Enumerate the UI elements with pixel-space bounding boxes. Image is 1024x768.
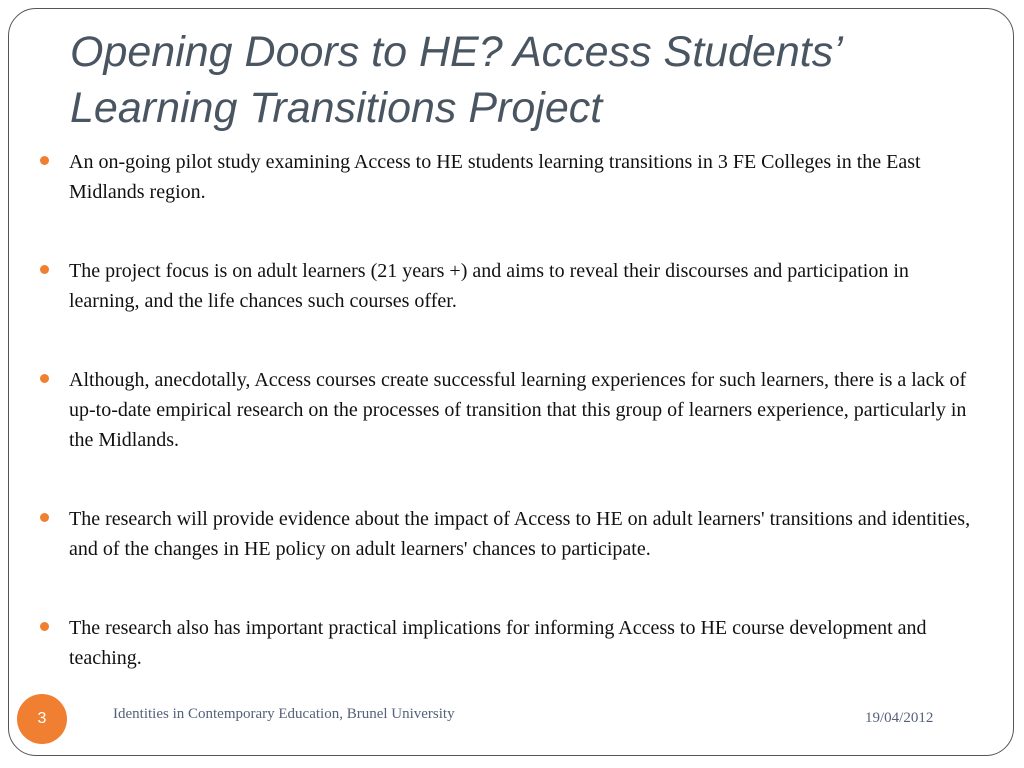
- bullet-text: Although, anecdotally, Access courses create successful learning experiences for such learners, there is a lack of up-to-date empirical research on the processes of transition that this group of learners experience, particularly in the Midlands.: [69, 369, 967, 451]
- bullet-item: [40, 147, 975, 207]
- bullet-dot-icon: [40, 265, 49, 274]
- footer-date: 19/04/2012: [865, 710, 934, 726]
- bullet-text: The project focus is on adult learners (21 years +) and aims to reveal their discourses and participation in learning, and the life chances such courses offer.: [69, 260, 909, 312]
- bullet-item: [40, 365, 975, 455]
- bullet-item: [40, 613, 975, 673]
- bullet-dot-icon: [40, 622, 49, 631]
- bullet-text: The research will provide evidence about the impact of Access to HE on adult learners' transitions and identities, and of the changes in HE policy on adult learners' chances to participate.: [69, 508, 971, 560]
- bullet-item: [40, 256, 975, 316]
- bullet-text: The research also has important practical implications for informing Access to HE course development and teaching.: [69, 617, 927, 669]
- bullet-item: [40, 504, 975, 564]
- slide-title: Opening Doors to HE? Access Students’ Learning Transitions Project: [70, 28, 841, 132]
- bullet-text: An on-going pilot study examining Access to HE students learning transitions in 3 FE Colleges in the East Midlands region.: [69, 151, 921, 203]
- page-number-badge: [17, 694, 67, 744]
- footer-text: Identities in Contemporary Education, Brunel University: [113, 706, 455, 722]
- page-number: 3: [37, 710, 47, 727]
- bullet-list: [40, 147, 975, 673]
- bullet-dot-icon: [40, 156, 49, 165]
- bullet-dot-icon: [40, 374, 49, 383]
- bullet-dot-icon: [40, 513, 49, 522]
